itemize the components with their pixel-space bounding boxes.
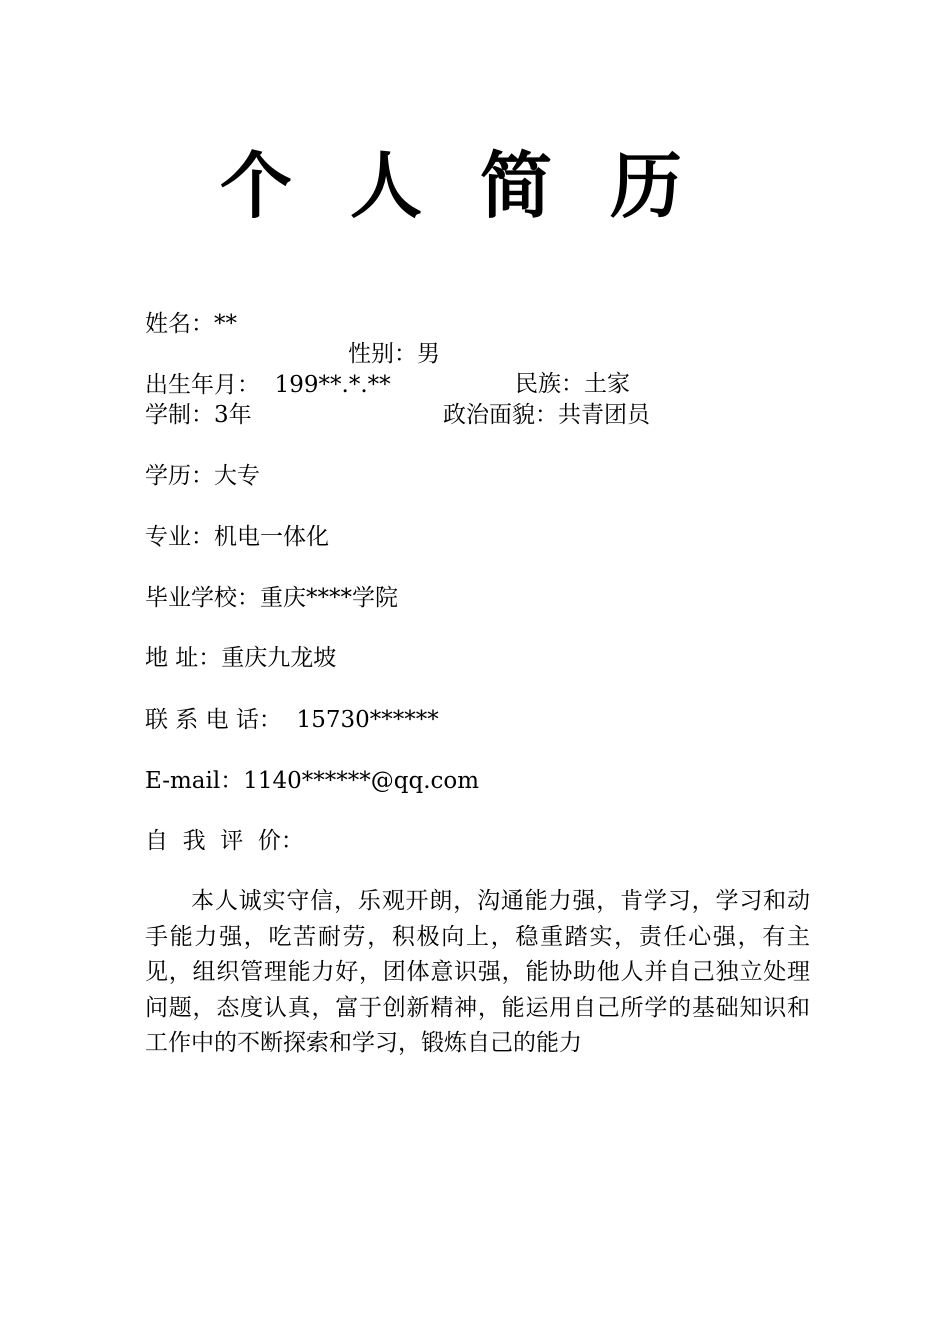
- ethnicity-field: 民族：土家: [515, 371, 630, 397]
- gender-field: 性别：男: [348, 341, 440, 367]
- education-field: 学历：大专: [145, 463, 260, 489]
- resume-title: 个人简历: [219, 143, 740, 228]
- name-field: 姓名：**: [145, 311, 237, 337]
- schooling-years-field: 学制：3年: [145, 402, 252, 428]
- phone-field: 联 系 电 话： 15730******: [145, 707, 439, 733]
- self-evaluation-text: 本人诚实守信，乐观开朗，沟通能力强，肯学习，学习和动手能力强，吃苦耐劳，积极向上，稳重踏实，责任心强，有主见，组织管理能力好，团体意识强，能协助他人并自己独立处理问题，态度认真，富于创新精神，能运用自己所学的基础知识和工作中的不断探索和学习，锻炼自己的能力: [145, 888, 810, 1056]
- self-evaluation-label: 自 我 评 价：: [145, 828, 304, 854]
- email-field: E-mail：1140******@qq.com: [145, 768, 480, 794]
- major-field: 专业：机电一体化: [145, 524, 329, 550]
- birth-field: 出生年月： 199**.*.**: [145, 372, 391, 398]
- political-status-field: 政治面貌：共青团员: [443, 402, 650, 428]
- address-field: 地 址：重庆九龙坡: [145, 645, 337, 671]
- school-field: 毕业学校：重庆****学院: [145, 585, 398, 611]
